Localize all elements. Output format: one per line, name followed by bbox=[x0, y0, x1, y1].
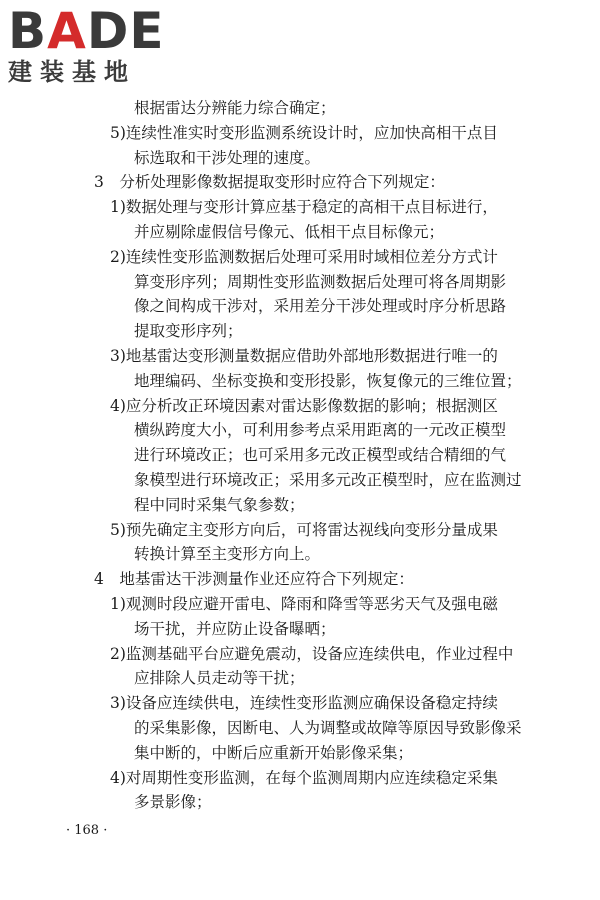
text-line: 3)地基雷达变形测量数据应借助外部地形数据进行唯一的 bbox=[110, 347, 498, 365]
text-line: 2)连续性变形监测数据后处理可采用时域相位差分方式计 bbox=[110, 247, 498, 266]
text-line: 象模型进行环境改正；采用多元改正模型时，应在监测过 bbox=[134, 471, 522, 489]
text-line: 进行环境改正；也可采用多元改正模型或结合精细的气 bbox=[134, 446, 507, 465]
logo-subtitle: 建装基地 bbox=[8, 58, 136, 86]
text-line: 2)监测基础平台应避免震动，设备应连续供电，作业过程中 bbox=[110, 644, 514, 663]
text-line: 并应剔除虚假信号像元、低相干点目标像元； bbox=[134, 223, 445, 241]
section-heading: 3 分析处理影像数据提取变形时应符合下列规定： bbox=[94, 173, 445, 192]
text-line: 场干扰，并应防止设备曝晒； bbox=[134, 619, 336, 638]
text-line: 5)预先确定主变形方向后，可将雷达视线向变形分量成果 bbox=[110, 520, 498, 539]
text-line: 4)应分析改正环境因素对雷达影像数据的影响；根据测区 bbox=[110, 396, 498, 415]
text-line: 多景影像； bbox=[134, 793, 212, 812]
text-line: 应排除人员走动等干扰； bbox=[134, 669, 305, 688]
logo-wordmark: BADE bbox=[8, 2, 165, 60]
section-heading: 4 地基雷达干涉测量作业还应符合下列规定： bbox=[94, 570, 414, 589]
text-line: 集中断的，中断后应重新开始影像采集； bbox=[134, 743, 414, 762]
text-line: 1)数据处理与变形计算应基于稳定的高相干点目标进行， bbox=[110, 198, 498, 217]
text-line: 像之间构成干涉对，采用差分干涉处理或时序分析思路 bbox=[134, 297, 507, 316]
text-line: 地理编码、坐标变换和变形投影，恢复像元的三维位置； bbox=[134, 371, 522, 390]
text-line: 提取变形序列； bbox=[134, 322, 243, 341]
text-line: 的采集影像，因断电、人为调整或故障等原因导致影像采 bbox=[134, 719, 522, 737]
page-number: · 168 · bbox=[66, 823, 108, 839]
logo bbox=[8, 4, 188, 88]
text-line: 标选取和干涉处理的速度。 bbox=[134, 148, 321, 167]
text-line: 1)观测时段应避开雷电、降雨和降雪等恶劣天气及强电磁 bbox=[110, 595, 498, 613]
text-line: 根据雷达分辨能力综合确定； bbox=[134, 99, 336, 117]
text-line: 横纵跨度大小，可利用参考点采用距离的一元改正模型 bbox=[134, 421, 507, 440]
text-line: 5)连续性准实时变形监测系统设计时，应加快高相干点目 bbox=[110, 123, 498, 142]
text-line: 转换计算至主变形方向上。 bbox=[134, 545, 321, 564]
text-line: 4)对周期性变形监测，在每个监测周期内应连续稳定采集 bbox=[110, 768, 498, 787]
text-line: 3)设备应连续供电，连续性变形监测应确保设备稳定持续 bbox=[110, 694, 498, 713]
text-line: 程中同时采集气象参数； bbox=[134, 495, 305, 514]
text-line: 算变形序列；周期性变形监测数据后处理可将各周期影 bbox=[134, 272, 507, 291]
